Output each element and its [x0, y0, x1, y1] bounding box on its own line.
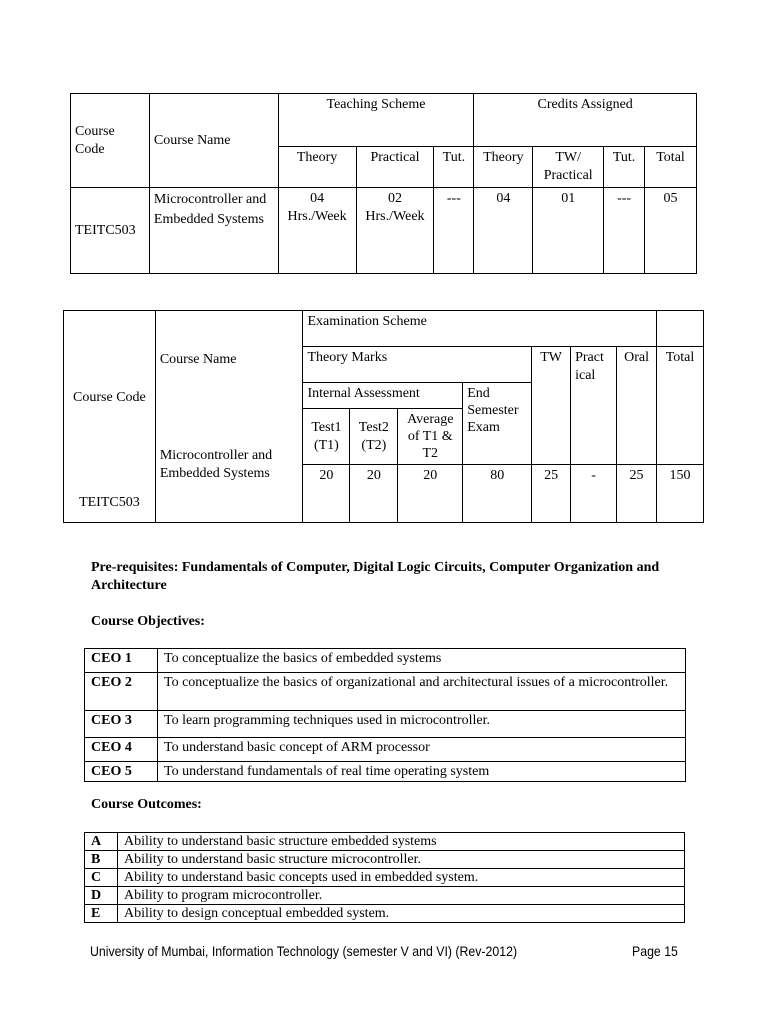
outcome-text: Ability to design conceptual embedded system. — [118, 905, 685, 923]
course-code-header: Course Code — [71, 94, 150, 188]
objective-text: To conceptualize the basics of embedded systems — [158, 649, 686, 673]
teaching-theory-header: Theory — [278, 147, 356, 188]
outcome-text: Ability to program microcontroller. — [118, 887, 685, 905]
teaching-practical-value: 02 Hrs./Week — [356, 188, 434, 274]
objective-code: CEO 5 — [85, 762, 158, 782]
footer-page-number: Page 15 — [632, 943, 678, 959]
exam-course-code-header: Course Code — [64, 311, 156, 409]
teaching-practical-header: Practical — [356, 147, 434, 188]
outcome-code: E — [85, 905, 118, 923]
examination-scheme-header: Examination Scheme — [303, 311, 657, 347]
tw-header: TW — [532, 347, 571, 465]
objective-text: To learn programming techniques used in microcontroller. — [158, 711, 686, 738]
outcome-code: D — [85, 887, 118, 905]
total-marks: 150 — [657, 465, 704, 523]
course-objectives-table — [84, 648, 686, 782]
end-semester-exam-header: End Semester Exam — [463, 383, 532, 465]
credits-tut-header: Tut. — [604, 147, 645, 188]
outcome-code: A — [85, 833, 118, 851]
practical-header: Pract ical — [571, 347, 617, 465]
test1-header: Test1 (T1) — [303, 409, 350, 465]
end-semester-marks: 80 — [463, 465, 532, 523]
teaching-tut-value: --- — [434, 188, 474, 274]
credits-assigned-header: Credits Assigned — [474, 94, 697, 147]
teaching-credits-table — [70, 93, 697, 274]
outcome-text: Ability to understand basic concepts used in embedded system. — [118, 869, 685, 887]
outcome-text: Ability to understand basic structure embedded systems — [118, 833, 685, 851]
objective-code: CEO 2 — [85, 673, 158, 711]
credits-theory-header: Theory — [474, 147, 533, 188]
credits-theory-value: 04 — [474, 188, 533, 274]
internal-assessment-header: Internal Assessment — [303, 383, 463, 409]
prerequisites: Pre-requisites: Fundamentals of Computer, Digital Logic Circuits, Computer Organization and Architecture — [91, 560, 660, 593]
exam-course-code: TEITC503 — [64, 409, 156, 523]
credits-tw-practical-value: 01 — [533, 188, 604, 274]
teaching-scheme-header: Teaching Scheme — [278, 94, 474, 147]
credits-tut-value: --- — [604, 188, 645, 274]
credits-total-header: Total — [645, 147, 697, 188]
objective-text: To understand fundamentals of real time operating system — [158, 762, 686, 782]
teaching-theory-value: 04 Hrs./Week — [278, 188, 356, 274]
test1-marks: 20 — [303, 465, 350, 523]
test2-header: Test2 (T2) — [350, 409, 398, 465]
exam-course-name-header: Course Name — [155, 311, 303, 409]
course-name: Microcontroller and Embedded Systems — [149, 188, 278, 274]
credits-total-value: 05 — [645, 188, 697, 274]
practical-marks: - — [571, 465, 617, 523]
objective-code: CEO 4 — [85, 738, 158, 762]
objective-text: To understand basic concept of ARM processor — [158, 738, 686, 762]
average-header: Average of T1 & T2 — [398, 409, 463, 465]
objective-code: CEO 3 — [85, 711, 158, 738]
objective-text: To conceptualize the basics of organizational and architectural issues of a microcontroller. — [158, 673, 686, 711]
average-marks: 20 — [398, 465, 463, 523]
examination-scheme-table — [63, 310, 704, 523]
course-outcomes-heading: Course Outcomes: — [91, 797, 202, 812]
test2-marks: 20 — [350, 465, 398, 523]
outcome-code: B — [85, 851, 118, 869]
exam-course-name: Microcontroller and Embedded Systems — [155, 409, 303, 523]
course-name-header: Course Name — [149, 94, 278, 188]
exam-scheme-blank-cell — [657, 311, 704, 347]
teaching-tut-header: Tut. — [434, 147, 474, 188]
outcome-code: C — [85, 869, 118, 887]
course-outcomes-table — [84, 832, 685, 923]
oral-marks: 25 — [617, 465, 657, 523]
theory-marks-header: Theory Marks — [303, 347, 532, 383]
outcome-text: Ability to understand basic structure microcontroller. — [118, 851, 685, 869]
tw-marks: 25 — [532, 465, 571, 523]
course-code: TEITC503 — [71, 188, 150, 274]
objective-code: CEO 1 — [85, 649, 158, 673]
oral-header: Oral — [617, 347, 657, 465]
credits-tw-practical-header: TW/ Practical — [533, 147, 604, 188]
footer-university: University of Mumbai, Information Technology (semester V and VI) (Rev-2012) — [90, 943, 518, 959]
total-header: Total — [657, 347, 704, 465]
course-objectives-heading: Course Objectives: — [91, 614, 205, 629]
